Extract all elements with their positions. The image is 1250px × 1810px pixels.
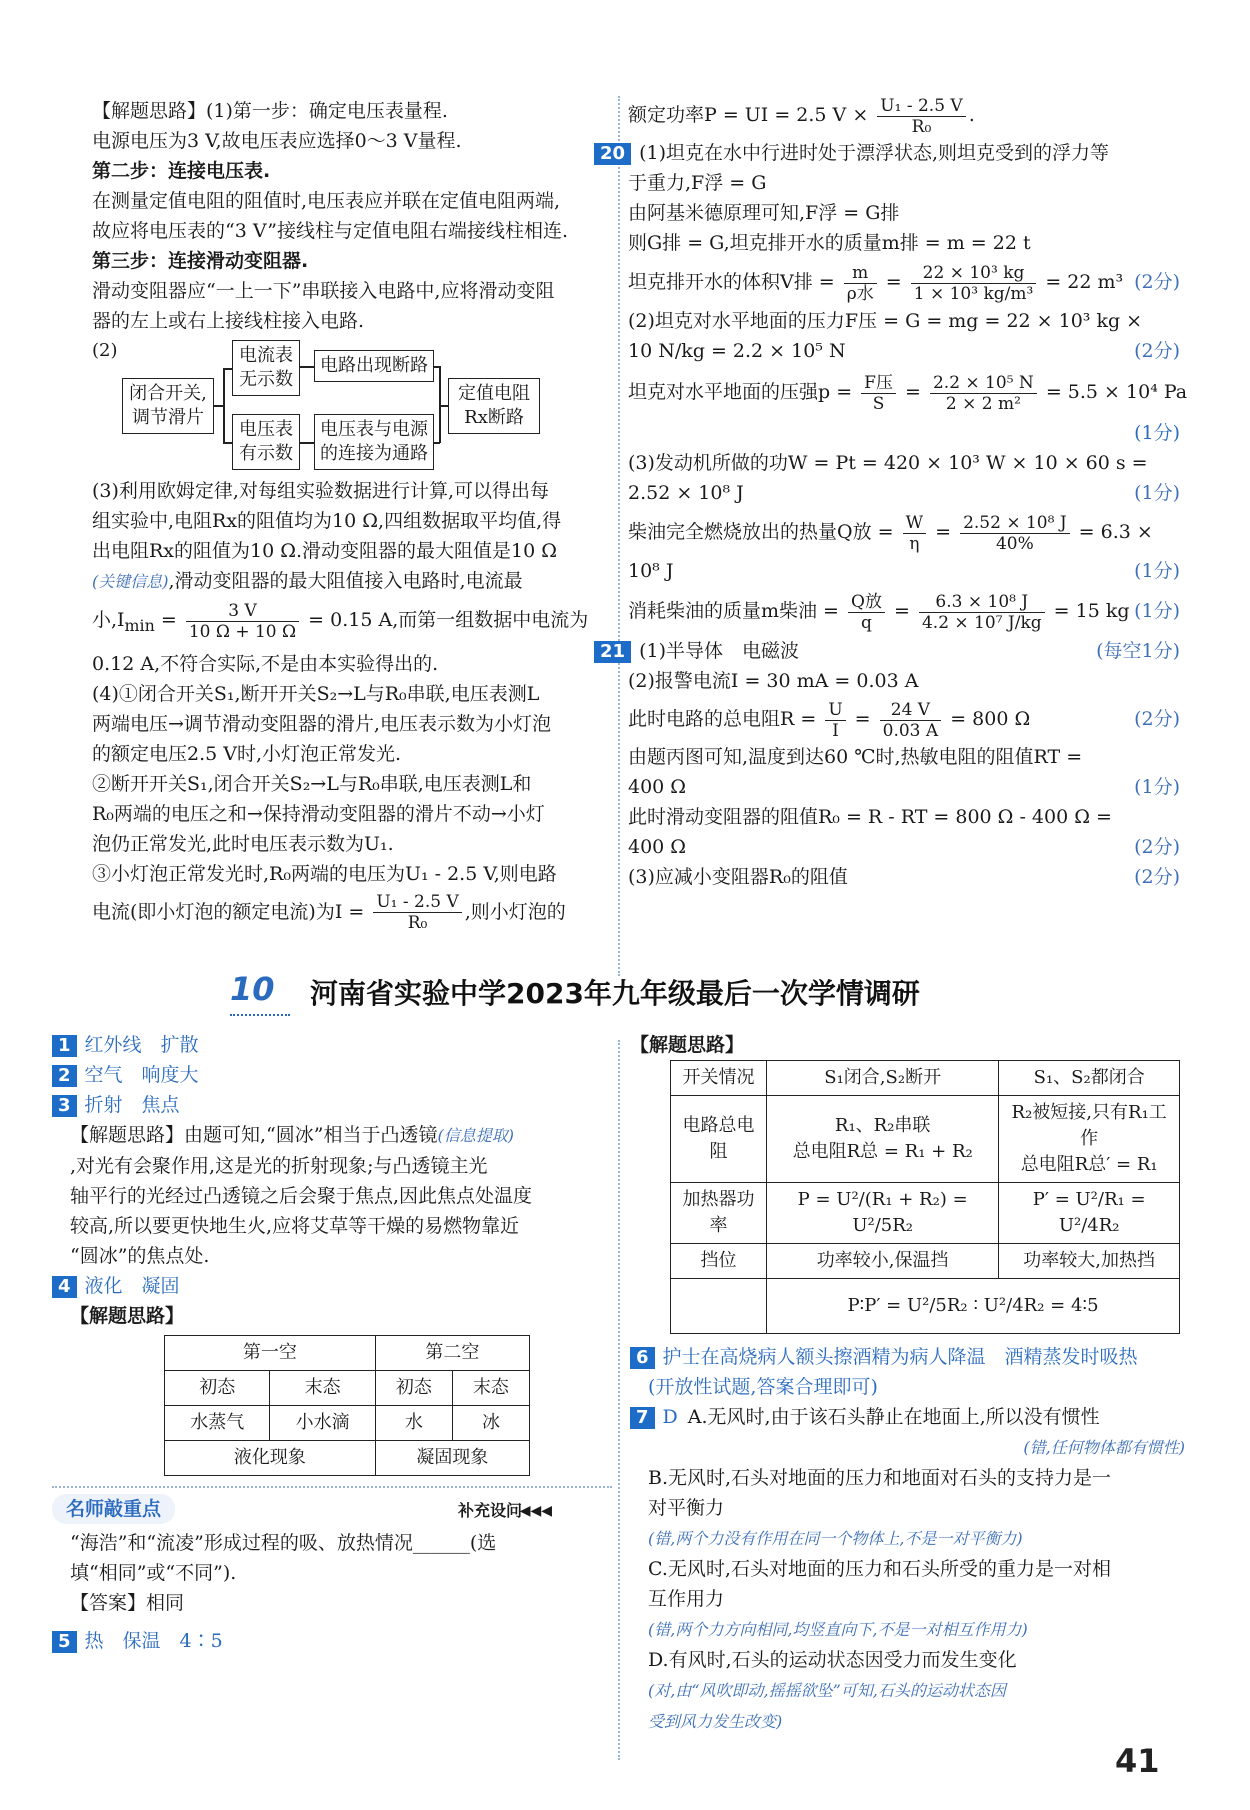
text-span: = 5.5 × 10⁴ Pa	[1039, 381, 1188, 403]
score: (2分)	[1134, 340, 1180, 362]
diagram-line	[214, 405, 223, 407]
fraction	[373, 892, 461, 933]
table-cell: P = U²/(R₁ + R₂) = U²/5R₂	[767, 1183, 999, 1244]
numerator: 22 × 10³ kg	[911, 263, 1037, 284]
text-line: 滑动变阻器应“一上一下”串联接入电路中,应将滑动变阻	[92, 280, 555, 302]
denominator: q	[861, 612, 872, 633]
fraction	[911, 263, 1037, 304]
table-cell	[999, 1096, 1180, 1183]
diagram-start-box: 闭合开关,调节滑片	[122, 378, 214, 434]
text-span: 电流(即小灯泡的额定电流)为I =	[92, 900, 371, 923]
question-number: 3	[52, 1095, 77, 1117]
handwritten-note: (错,两个力方向相同,均竖直向下,不是一对相互作用力)	[648, 1620, 1028, 1639]
table-header: 第二空	[375, 1336, 529, 1371]
question-number: 2	[52, 1065, 77, 1087]
table-cell: 凝固现象	[375, 1441, 529, 1476]
score: (2分)	[1134, 866, 1180, 888]
fraction	[880, 700, 942, 741]
table-cell: 挡位	[671, 1244, 767, 1279]
fraction	[186, 601, 299, 642]
column-divider-bottom	[618, 1040, 620, 1760]
table-header: 第一空	[165, 1336, 376, 1371]
table-header: 开关情况	[671, 1061, 767, 1096]
text-span: = 22 m³	[1039, 271, 1124, 293]
score: (1分)	[1134, 560, 1180, 582]
text-line: 两端电压→调节滑动变阻器的滑片,电压表示数为小灯泡	[92, 712, 551, 735]
right-bottom-column	[630, 1030, 1185, 1737]
text-span: 坦克对水平地面的压强p =	[628, 381, 859, 403]
text-line: 的额定电压2.5 V时,小灯泡正常发光.	[92, 742, 402, 765]
table-cell: 功率较小,保温挡	[767, 1244, 999, 1279]
text-span: 10 N/kg = 2.2 × 10⁵ N	[628, 340, 846, 362]
diagram-box-b2: 电压表与电源的连接为通路	[314, 414, 434, 470]
text-span: = 800 Ω	[944, 708, 1031, 730]
text-span: 消耗柴油的质量m柴油 =	[628, 600, 846, 622]
numerator: U₁ - 2.5 V	[877, 96, 965, 117]
diagram-line	[223, 368, 225, 442]
numerator: 3 V	[186, 601, 299, 622]
text-line: 泡仍正常发光,此时电压表示数为U₁.	[92, 832, 394, 855]
table-cell	[671, 1279, 767, 1334]
question-number: 5	[52, 1631, 77, 1653]
diagram-box-b1: 电压表有示数	[232, 414, 300, 470]
score: (1分)	[1134, 422, 1180, 444]
score: (1分)	[1134, 482, 1180, 504]
text-span: = 15 kg	[1047, 600, 1130, 622]
equals: =	[848, 708, 877, 730]
text-line: ,对光有会聚作用,这是光的折射现象;与凸透镜主光	[70, 1155, 488, 1177]
denominator: 0.03 A	[882, 720, 939, 741]
text-span: 柴油完全燃烧放出的热量Q放 =	[628, 521, 900, 543]
text-line: 此时滑动变阻器的阻值R₀ = R - RT = 800 Ω - 400 Ω =	[628, 806, 1112, 828]
question-number: 6	[630, 1347, 655, 1369]
table-cell: P∶P′ = U²/5R₂ ∶ U²/4R₂ = 4∶5	[767, 1279, 1180, 1334]
score: (1分)	[1134, 776, 1180, 798]
text-span: 额定功率P = UI = 2.5 V ×	[628, 104, 875, 126]
text-line: 故应将电压表的“3 V”接线柱与定值电阻右端接线柱相连.	[92, 220, 569, 242]
text-line: R₀两端的电压之和→保持滑动变阻器的滑片不动→小灯	[92, 802, 545, 825]
equals: =	[887, 600, 916, 622]
table-cell-line: R₂被短接,只有R₁工作	[1011, 1102, 1167, 1149]
score: (2分)	[1134, 708, 1180, 730]
text-span: 10⁸ J	[628, 560, 674, 582]
denominator: 10 Ω + 10 Ω	[188, 621, 297, 642]
diagram-line	[300, 366, 314, 368]
diagram-line	[439, 405, 448, 407]
text-span: 【解题思路】由题可知,“圆冰”相当于凸透镜	[70, 1124, 438, 1146]
table-cell: P′ = U²/R₁ = U²/4R₂	[999, 1183, 1180, 1244]
numerator: 6.3 × 10⁸ J	[919, 592, 1045, 613]
numerator: 2.52 × 10⁸ J	[960, 513, 1070, 534]
question-number: 4	[52, 1276, 77, 1298]
text-span: = 0.15 A,而第一组数据中电流为	[302, 609, 589, 631]
teacher-tip-box	[52, 1486, 612, 1618]
answer: 空气 响度大	[84, 1064, 199, 1086]
text-line: (2)报警电流I = 30 mA = 0.03 A	[628, 670, 919, 692]
left-bottom-column	[52, 1030, 612, 1656]
fraction	[844, 263, 877, 304]
fraction	[930, 373, 1037, 414]
text-span: 坦克排开水的体积V排 =	[628, 271, 841, 293]
handwritten-note: 受到风力发生改变)	[648, 1712, 783, 1731]
numerator: F压	[861, 373, 896, 394]
part-label: (2)	[92, 340, 118, 361]
text-line: 由题丙图可知,温度到达60 ℃时,热敏电阻的阻值RT =	[628, 746, 1083, 768]
text-line: 互作用力	[648, 1588, 725, 1610]
subscript: min	[124, 615, 155, 635]
text-line: 【答案】相同	[70, 1592, 185, 1614]
text-span: 400 Ω	[628, 836, 687, 858]
text-line: 由阿基米德原理可知,F浮 = G排	[628, 202, 900, 224]
numerator: 24 V	[880, 700, 942, 721]
text-line: 对平衡力	[648, 1497, 725, 1519]
numerator: W	[903, 513, 926, 534]
denominator: ρ水	[846, 283, 874, 304]
answer-note: (开放性试题,答案合理即可)	[648, 1376, 878, 1398]
text-line: “圆冰”的焦点处.	[70, 1245, 210, 1267]
denominator: 2 × 2 m²	[945, 393, 1021, 414]
score: (每空1分)	[1096, 640, 1180, 662]
diagram-line	[223, 442, 232, 444]
equals: =	[154, 609, 183, 631]
text-line: 在测量定值电阻的阻值时,电压表应并联在定值电阻两端,	[92, 190, 561, 212]
arrow-icon: ◀◀◀	[519, 1503, 552, 1519]
answer: 护士在高烧病人额头擦酒精为病人降温 酒精蒸发时吸热	[662, 1346, 1138, 1368]
table-cell-line: R₁、R₂串联	[834, 1115, 931, 1136]
numerator: m	[844, 263, 877, 284]
equals: =	[879, 271, 908, 293]
table-cell-line: 总电阻R总 = R₁ + R₂	[792, 1141, 973, 1162]
denominator: R₀	[407, 913, 428, 934]
table-cell	[767, 1096, 999, 1183]
question-number: 20	[594, 143, 631, 165]
table-cell: 水	[375, 1406, 452, 1441]
answer: D	[662, 1406, 678, 1428]
text-line: ③小灯泡正常发光时,R₀两端的电压为U₁ - 2.5 V,则电路	[92, 862, 557, 885]
table-cell: 功率较大,加热挡	[999, 1244, 1180, 1279]
text-span: ,滑动变阻器的最大阻值接入电路时,电流最	[168, 570, 523, 592]
text-line: 电源电压为3 V,故电压表应选择0～3 V量程.	[92, 130, 462, 152]
text-line: (3)发动机所做的功W = Pt = 420 × 10³ W × 10 × 60 s =	[628, 452, 1148, 474]
text-span: = 6.3 ×	[1072, 521, 1153, 543]
heater-table	[670, 1060, 1180, 1334]
text-line: C.无风时,石头对地面的压力和石头所受的重力是一对相	[648, 1558, 1111, 1580]
table-cell: 电路总电阻	[671, 1096, 767, 1183]
text-span: 2.52 × 10⁸ J	[628, 482, 744, 504]
text-line: 【解题思路】	[630, 1034, 745, 1056]
column-divider-top	[618, 96, 620, 976]
text-span: 小,I	[92, 609, 125, 631]
answer: 液化 凝固	[84, 1275, 180, 1297]
section-title	[230, 970, 1080, 1018]
question-number: 7	[630, 1407, 655, 1429]
text-span: 400 Ω	[628, 776, 687, 798]
text-line: (3)利用欧姆定律,对每组实验数据进行计算,可以得出每	[92, 480, 549, 502]
handwritten-note: (对,由“风吹即动,摇摇欲坠”可知,石头的运动状态因	[648, 1681, 1006, 1700]
text-line: (2)坦克对水平地面的压力F压 = G = mg = 22 × 10³ kg ×	[628, 310, 1143, 332]
table-header: S₁闭合,S₂断开	[767, 1061, 999, 1096]
numerator: Q放	[848, 592, 885, 613]
diagram-end-box: 定值电阻Rx断路	[448, 378, 540, 434]
numerator: U	[825, 700, 845, 721]
denominator: S	[872, 393, 885, 414]
reasoning-diagram	[92, 336, 604, 476]
fraction	[960, 513, 1070, 554]
page-number: 41	[1115, 1742, 1160, 1780]
table-cell: 初态	[165, 1371, 270, 1406]
text-line: 轴平行的光经过凸透镜之后会聚于焦点,因此焦点处温度	[70, 1185, 533, 1207]
text-line: 较高,所以要更快地生火,应将艾草等干燥的易燃物靠近	[70, 1215, 520, 1237]
fraction	[848, 592, 885, 633]
table-cell: 末态	[452, 1371, 529, 1406]
question-number: 21	[594, 641, 631, 663]
text-span: .	[968, 104, 975, 126]
equals: =	[898, 381, 927, 403]
denominator: I	[832, 720, 839, 741]
diagram-box-a1: 电流表无示数	[232, 340, 300, 396]
answer: 折射 焦点	[84, 1094, 180, 1116]
supplement-label: 补充设问	[457, 1501, 522, 1520]
table-cell: 液化现象	[165, 1441, 376, 1476]
answer: 热 保温 4∶5	[84, 1630, 223, 1652]
numerator: 2.2 × 10⁵ N	[930, 373, 1037, 394]
numerator: U₁ - 2.5 V	[373, 892, 461, 913]
denominator: 40%	[995, 533, 1034, 554]
table-cell: 加热器功率	[671, 1183, 767, 1244]
right-top-column	[600, 92, 1188, 892]
fraction	[861, 373, 896, 414]
text-line: 于重力,F浮 = G	[628, 172, 767, 194]
table-cell: 水蒸气	[165, 1406, 270, 1441]
table-cell: 冰	[452, 1406, 529, 1441]
handwritten-note: (信息提取)	[437, 1126, 514, 1145]
fraction	[877, 96, 965, 137]
question-number: 1	[52, 1035, 77, 1057]
score: (2分)	[1134, 271, 1180, 293]
text-line: ②断开开关S₁,闭合开关S₂→L与R₀串联,电压表测L和	[92, 772, 532, 795]
table-cell-line: 总电阻R总′ = R₁	[1020, 1154, 1158, 1175]
handwritten-note: (错,两个力没有作用在同一个物体上,不是一对平衡力)	[648, 1529, 1023, 1548]
text-line: 0.12 A,不符合实际,不是由本实验得出的.	[92, 652, 439, 675]
text-line: 则G排 = G,坦克排开水的质量m排 = m = 22 t	[628, 232, 1031, 254]
text-line: 【解题思路】(1)第一步：确定电压表量程.	[92, 100, 448, 122]
text-line: 填“相同”或“不同”).	[70, 1562, 237, 1584]
table-header: S₁、S₂都闭合	[999, 1061, 1180, 1096]
left-top-column	[92, 96, 604, 935]
answer: 红外线 扩散	[84, 1034, 199, 1056]
step-heading: 第二步：连接电压表.	[92, 160, 271, 182]
text-span: 此时电路的总电阻R =	[628, 708, 823, 730]
fraction	[903, 513, 926, 554]
denominator: 4.2 × 10⁷ J/kg	[921, 612, 1042, 633]
text-span: A.无风时,由于该石头静止在地面上,所以没有惯性	[687, 1406, 1100, 1428]
fraction	[919, 592, 1045, 633]
handwritten-note: (关键信息)	[92, 572, 169, 591]
teacher-tip-label: 名师敲重点	[52, 1494, 175, 1524]
text-line: D.有风时,石头的运动状态因受力而发生变化	[648, 1649, 1017, 1671]
text-line: B.无风时,石头对地面的压力和地面对石头的支持力是一	[648, 1467, 1112, 1489]
text-line: (4)①闭合开关S₁,断开开关S₂→L与R₀串联,电压表测L	[92, 682, 540, 705]
diagram-line	[300, 442, 314, 444]
state-change-table	[164, 1335, 530, 1476]
section-number: 10	[230, 970, 275, 1008]
text-line: 出电阻Rx的阻值为10 Ω.滑动变阻器的最大阻值是10 Ω	[92, 540, 558, 562]
step-heading: 第三步：连接滑动变阻器.	[92, 250, 309, 272]
fraction	[825, 700, 845, 741]
handwritten-note: (错,任何物体都有惯性)	[1023, 1438, 1185, 1457]
table-cell: 初态	[375, 1371, 452, 1406]
table-cell: 小水滴	[270, 1406, 375, 1441]
text-line: 【解题思路】	[70, 1305, 185, 1327]
denominator: R₀	[911, 116, 932, 137]
text-line: 组实验中,电阻Rx的阻值均为10 Ω,四组数据取平均值,得	[92, 510, 562, 532]
section-underline	[230, 1014, 290, 1016]
diagram-line	[223, 368, 232, 370]
denominator: 1 × 10³ kg/m³	[913, 283, 1034, 304]
diagram-box-a2: 电路出现断路	[314, 350, 434, 382]
text-span: (1)坦克在水中行进时处于漂浮状态,则坦克受到的浮力等	[639, 142, 1110, 164]
section-heading: 河南省实验中学2023年九年级最后一次学情调研	[310, 977, 920, 1010]
score: (1分)	[1134, 600, 1180, 622]
text-span: (1)半导体 电磁波	[639, 640, 799, 662]
text-line: “海浩”和“流凌”形成过程的吸、放热情况______(选	[70, 1532, 497, 1554]
text-span: ,则小灯泡的	[464, 900, 566, 923]
table-cell: 末态	[270, 1371, 375, 1406]
text-line: 器的左上或右上接线柱接入电路.	[92, 310, 365, 332]
equals: =	[929, 521, 958, 543]
score: (2分)	[1134, 836, 1180, 858]
text-span: (3)应减小变阻器R₀的阻值	[628, 866, 848, 888]
denominator: η	[909, 533, 920, 554]
